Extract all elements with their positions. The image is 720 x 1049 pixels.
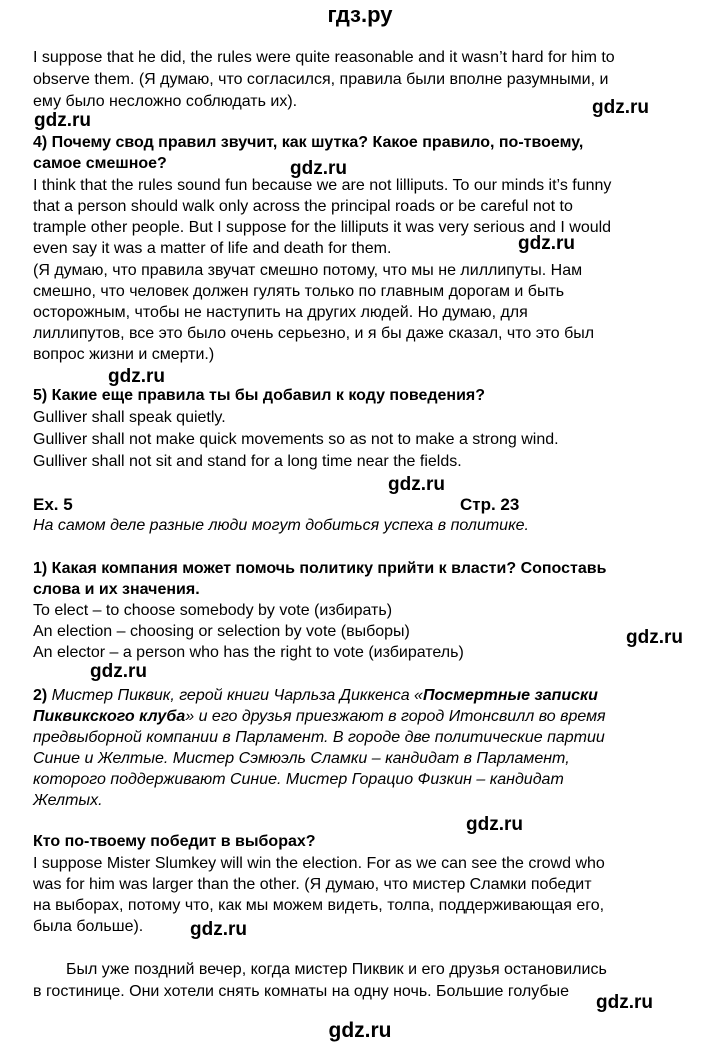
question-5: 5) Какие еще правила ты бы добавил к коду поведения? xyxy=(33,387,486,404)
question-winner: Кто по-твоему победит в выборах? xyxy=(33,833,316,850)
text-line: предвыборной компании в Парламент. В городе две политические партии xyxy=(33,729,605,746)
text-line: even say it was a matter of life and death for them. xyxy=(33,240,392,257)
watermark: gdz.ru xyxy=(592,97,649,118)
text-line: I suppose that he did, the rules were quite reasonable and it wasn’t hard for him to xyxy=(33,49,615,66)
book-title: Посмертные записки xyxy=(422,687,598,704)
watermark: gdz.ru xyxy=(90,661,147,682)
watermark: gdz.ru xyxy=(290,158,347,179)
text-line: trample other people. But I suppose for the lilliputs it was very serious and I would xyxy=(33,219,612,236)
exercise-number: Ex. 5 xyxy=(33,495,73,514)
question-4-line2: самое смешное? xyxy=(33,155,167,172)
watermark: gdz.ru xyxy=(388,474,445,495)
text-line: was for him was larger than the other. (Я думаю, что мистер Сламки победит xyxy=(33,876,592,893)
question-1-line1: 1) Какая компания может помочь политику прийти к власти? Сопоставь xyxy=(33,560,607,577)
text-line: Желтых. xyxy=(33,792,103,809)
text-line: в гостинице. Они хотели снять комнаты на одну ночь. Большие голубые xyxy=(33,983,569,1000)
watermark: gdz.ru xyxy=(466,814,523,835)
text-line: была больше). xyxy=(33,918,144,935)
watermark: gdz.ru xyxy=(596,992,653,1013)
item-number: 2) xyxy=(33,687,48,704)
exercise-heading xyxy=(33,494,553,516)
book-title: Пиквикского клуба xyxy=(33,708,186,725)
text-line: I suppose Mister Slumkey will win the election. For as we can see the crowd who xyxy=(33,855,605,872)
text-line: Gulliver shall not make quick movements so as not to make a strong wind. xyxy=(33,431,559,448)
text-line: To elect – to choose somebody by vote (избирать) xyxy=(33,602,393,619)
watermark: gdz.ru xyxy=(108,366,165,387)
question-1-line2: слова и их значения. xyxy=(33,581,200,598)
text-line: Gulliver shall not sit and stand for a long time near the fields. xyxy=(33,453,462,470)
text-line: that a person should walk only across the principal roads or be careful not to xyxy=(33,198,573,215)
text-line: (Я думаю, что правила звучат смешно потому, что мы не лиллипуты. Нам xyxy=(33,262,583,279)
page-header: гдз.ру xyxy=(327,2,393,27)
text-line: на выборах, потому что, как мы можем видеть, толпа, поддерживающая его, xyxy=(33,897,605,914)
text-line: смешно, что человек должен гулять только по главным дорогам и быть xyxy=(33,283,565,300)
watermark: gdz.ru xyxy=(518,233,575,254)
text-line: An election – choosing or selection by vote (выборы) xyxy=(33,623,410,640)
text-line: Gulliver shall speak quietly. xyxy=(33,409,226,426)
page-reference: Стр. 23 xyxy=(460,495,520,514)
text-line: Синие и Желтые. Мистер Сэмюэль Сламки – кандидат в Парламент, xyxy=(33,750,570,767)
paragraph-2-line2: Пиквикского клуба» и его друзья приезжают в город Итонсвилл во время xyxy=(33,708,606,725)
exercise-intro: На самом деле разные люди могут добиться успеха в политике. xyxy=(33,517,529,534)
page-footer: gdz.ru xyxy=(328,1019,392,1042)
text-line: observe them. (Я думаю, что согласился, правила были вполне разумными, и xyxy=(33,71,609,88)
text-line: лиллипутов, все это было очень серьезно, и я бы даже сказал, что это был xyxy=(33,325,595,342)
text-line: осторожным, чтобы не наступить на других людей. Но думаю, для xyxy=(33,304,528,321)
text-line: Был уже поздний вечер, когда мистер Пиквик и его друзья остановились xyxy=(66,961,607,978)
text-line: I think that the rules sound fun because we are not lilliputs. To our minds it’s funny xyxy=(33,177,612,194)
paragraph-2-line1: 2) Мистер Пиквик, герой книги Чарльза Диккенса «Посмертные записки xyxy=(33,687,598,704)
text-line: ему было несложно соблюдать их). xyxy=(33,93,298,110)
question-4-line1: 4) Почему свод правил звучит, как шутка? Какое правило, по-твоему, xyxy=(33,134,584,151)
watermark: gdz.ru xyxy=(626,627,683,648)
text-line: An elector – a person who has the right to vote (избиратель) xyxy=(33,644,464,661)
watermark: gdz.ru xyxy=(190,919,247,940)
watermark: gdz.ru xyxy=(34,110,91,131)
text-line: которого поддерживают Синие. Мистер Горацио Физкин – кандидат xyxy=(33,771,564,788)
text-line: вопрос жизни и смерти.) xyxy=(33,346,215,363)
